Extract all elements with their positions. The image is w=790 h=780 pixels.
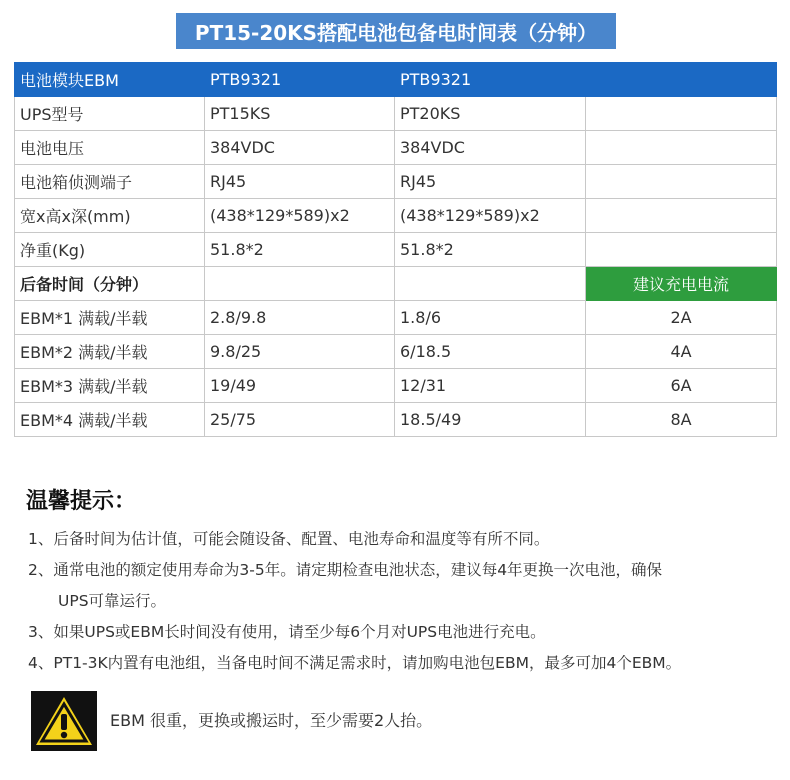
spec-value xyxy=(586,97,777,131)
runtime-value: 25/75 xyxy=(205,403,395,437)
spec-value: 384VDC xyxy=(395,131,586,165)
runtime-value: 9.8/25 xyxy=(205,335,395,369)
tip-number: 4、 xyxy=(28,654,54,672)
spec-value xyxy=(586,165,777,199)
ebm-count-label: EBM*4 满载/半载 xyxy=(15,403,205,437)
spec-label: 净重(Kg) xyxy=(15,233,205,267)
runtime-value: 18.5/49 xyxy=(395,403,586,437)
table-row xyxy=(15,403,777,437)
charge-current-value: 6A xyxy=(586,369,777,403)
charge-current-value: 2A xyxy=(586,301,777,335)
spec-value: PT20KS xyxy=(395,97,586,131)
tip-text: 如果UPS或EBM长时间没有使用，请至少每6个月对UPS电池进行充电。 xyxy=(53,623,546,641)
charge-current-value: 4A xyxy=(586,335,777,369)
runtime-value: 19/49 xyxy=(205,369,395,403)
spec-value: 384VDC xyxy=(205,131,395,165)
tip-number: 3、 xyxy=(28,623,54,641)
table-row xyxy=(15,131,777,165)
tip-item xyxy=(28,617,778,648)
tip-text: UPS可靠运行。 xyxy=(58,592,167,610)
spec-value: 51.8*2 xyxy=(395,233,586,267)
tip-text: 后备时间为估计值，可能会随设备、配置、电池寿命和温度等有所不同。 xyxy=(53,530,550,548)
header-cell: 电池模块EBM xyxy=(15,63,205,97)
tip-item xyxy=(28,524,778,555)
tip-item xyxy=(28,648,778,679)
spec-value xyxy=(586,131,777,165)
tips-list xyxy=(28,524,778,679)
ebm-count-label: EBM*1 满载/半载 xyxy=(15,301,205,335)
warning-triangle-icon xyxy=(30,690,98,752)
spec-value xyxy=(586,233,777,267)
spec-value: PT15KS xyxy=(205,97,395,131)
table-row xyxy=(15,369,777,403)
charge-current-header: 建议充电电流 xyxy=(586,267,777,301)
empty-cell xyxy=(395,267,586,301)
empty-cell xyxy=(205,267,395,301)
tips-title: 温馨提示： xyxy=(26,489,137,514)
runtime-value: 1.8/6 xyxy=(395,301,586,335)
table-header-row xyxy=(15,63,777,97)
header-cell xyxy=(586,63,777,97)
spec-value xyxy=(586,199,777,233)
charge-current-value: 8A xyxy=(586,403,777,437)
table-row xyxy=(15,97,777,131)
tip-number: 1、 xyxy=(28,530,54,548)
spec-value: RJ45 xyxy=(205,165,395,199)
spec-label: 宽x高x深(mm) xyxy=(15,199,205,233)
runtime-value: 12/31 xyxy=(395,369,586,403)
page-title: PT15-20KS搭配电池包备电时间表（分钟） xyxy=(176,13,616,49)
spec-value: RJ45 xyxy=(395,165,586,199)
spec-label: 电池箱侦测端子 xyxy=(15,165,205,199)
runtime-value: 6/18.5 xyxy=(395,335,586,369)
table-row xyxy=(15,165,777,199)
spec-value: (438*129*589)x2 xyxy=(395,199,586,233)
spec-value: 51.8*2 xyxy=(205,233,395,267)
spec-label: UPS型号 xyxy=(15,97,205,131)
tip-item-continuation xyxy=(28,586,778,617)
runtime-header-label: 后备时间（分钟） xyxy=(15,267,205,301)
ebm-count-label: EBM*2 满载/半载 xyxy=(15,335,205,369)
runtime-value: 2.8/9.8 xyxy=(205,301,395,335)
table-row xyxy=(15,335,777,369)
table-row xyxy=(15,199,777,233)
header-cell: PTB9321 xyxy=(205,63,395,97)
table-row xyxy=(15,233,777,267)
table-row xyxy=(15,301,777,335)
ebm-count-label: EBM*3 满载/半载 xyxy=(15,369,205,403)
tip-text: 通常电池的额定使用寿命为3-5年。请定期检查电池状态，建议每4年更换一次电池，确保 xyxy=(53,561,663,579)
header-cell: PTB9321 xyxy=(395,63,586,97)
runtime-table xyxy=(14,62,777,437)
tip-item xyxy=(28,555,778,586)
tip-number: 2、 xyxy=(28,561,54,579)
spec-value: (438*129*589)x2 xyxy=(205,199,395,233)
runtime-header-row xyxy=(15,267,777,301)
tip-text: PT1-3K内置有电池组，当备电时间不满足需求时，请加购电池包EBM，最多可加4个EBM。 xyxy=(53,654,682,672)
spec-label: 电池电压 xyxy=(15,131,205,165)
warning-text: EBM 很重，更换或搬运时，至少需要2人抬。 xyxy=(110,711,433,730)
